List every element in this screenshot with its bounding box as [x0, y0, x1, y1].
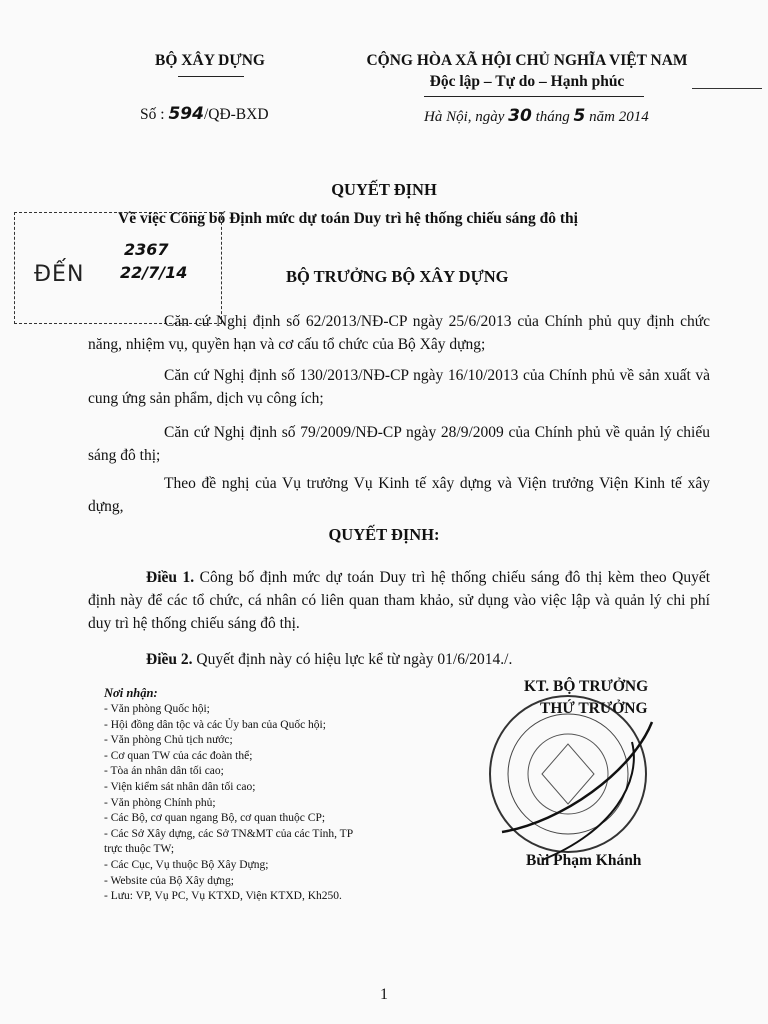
received-stamp-label: ĐẾN	[34, 262, 85, 287]
date-prefix: Hà Nội, ngày	[424, 109, 505, 125]
preamble-4: Theo đề nghị của Vụ trưởng Vụ Kinh tế xây dựng và Viện trưởng Viện Kinh tế xây dựng,	[88, 475, 710, 515]
list-item: - Văn phòng Chủ tịch nước;	[104, 734, 233, 747]
list-item: - Cơ quan TW của các đoàn thể;	[104, 749, 253, 762]
number-suffix: /QĐ-BXD	[203, 106, 269, 123]
recipients-title: Nơi nhận:	[104, 686, 158, 700]
page-number: 1	[380, 986, 388, 1003]
date-month: 5	[573, 106, 586, 126]
signer-name: Bùi Phạm Khánh	[526, 852, 642, 869]
list-item: - Website của Bộ Xây dựng;	[104, 874, 234, 887]
list-item: - Văn phòng Quốc hội;	[104, 703, 210, 715]
article-2-text: Quyết định này có hiệu lực kể từ ngày 01/6/2014./.	[196, 651, 513, 668]
list-item: - Hội đồng dân tộc và các Ủy ban của Quốc hội;	[104, 718, 326, 731]
preamble-3: Căn cứ Nghị định số 79/2009/NĐ-CP ngày 28/9/2009 của Chính phủ về quản lý chiếu sáng đô thị;	[88, 424, 710, 464]
signature-title: KT. BỘ TRƯỞNG	[524, 678, 649, 695]
ministry-underline	[178, 76, 244, 77]
pen-stroke	[692, 88, 762, 89]
preamble-2: Căn cứ Nghị định số 130/2013/NĐ-CP ngày 16/10/2013 của Chính phủ về sản xuất và cung ứng sản phẩm, dịch vụ công ích;	[88, 367, 710, 407]
list-item: - Tòa án nhân dân tối cao;	[104, 765, 224, 778]
issuing-authority: BỘ TRƯỞNG BỘ XÂY DỰNG	[286, 267, 509, 286]
number-value: 594	[168, 104, 204, 124]
date-day: 30	[508, 106, 532, 126]
document-subject: Về việc Công bố Định mức dự toán Duy trì hệ thống chiếu sáng đô thị	[118, 210, 578, 227]
article-1-text: Công bố định mức dự toán Duy trì hệ thống chiếu sáng đô thị kèm theo Quyết định này để các tổ chức, cá nhân có liên quan tham khảo, sử dụng vào việc lập và quản lý chi phí duy trì hệ thống chiếu sáng đô thị.	[88, 569, 711, 632]
motto-underline	[424, 96, 644, 97]
list-item: - Các Sở Xây dựng, các Sở TN&MT của các Tỉnh, TP	[104, 827, 354, 840]
article-1-label: Điều 1.	[146, 569, 195, 586]
decision-heading: QUYẾT ĐỊNH:	[328, 525, 440, 544]
recipients-list	[104, 702, 434, 905]
article-2	[88, 648, 710, 671]
place-date	[424, 106, 649, 126]
motto: Độc lập – Tự do – Hạnh phúc	[429, 73, 625, 90]
document-heading: QUYẾT ĐỊNH	[331, 180, 437, 199]
date-year: 2014	[618, 109, 649, 125]
list-item: trực thuộc TW;	[104, 843, 175, 856]
list-item: - Viện kiểm sát nhân dân tối cao;	[104, 780, 256, 793]
signature-subtitle: THỨ TRƯỞNG	[540, 700, 648, 717]
received-stamp-date: 22/7/14	[120, 263, 188, 282]
list-item: - Lưu: VP, Vụ PC, Vụ KTXD, Viện KTXD, Kh250.	[104, 890, 342, 903]
article-2-label: Điều 2.	[146, 651, 193, 668]
number-prefix: Số :	[140, 106, 165, 123]
date-year-label: năm	[589, 109, 615, 125]
list-item: - Văn phòng Chính phủ;	[104, 796, 216, 809]
document-number	[140, 104, 269, 124]
list-item: - Các Bộ, cơ quan ngang Bộ, cơ quan thuộc CP;	[104, 812, 326, 825]
date-month-label: tháng	[535, 109, 570, 125]
preamble-1: Căn cứ Nghị định số 62/2013/NĐ-CP ngày 25/6/2013 của Chính phủ quy định chức năng, nhiệm vụ, quyền hạn và cơ cấu tổ chức của Bộ Xây dựng;	[88, 313, 710, 353]
republic-title: CỘNG HÒA XÃ HỘI CHỦ NGHĨA VIỆT NAM	[366, 52, 688, 69]
article-1	[88, 566, 710, 635]
received-stamp-number: 2367	[124, 240, 169, 259]
ministry-name: BỘ XÂY DỰNG	[155, 52, 265, 69]
list-item: - Các Cục, Vụ thuộc Bộ Xây Dựng;	[104, 858, 269, 871]
